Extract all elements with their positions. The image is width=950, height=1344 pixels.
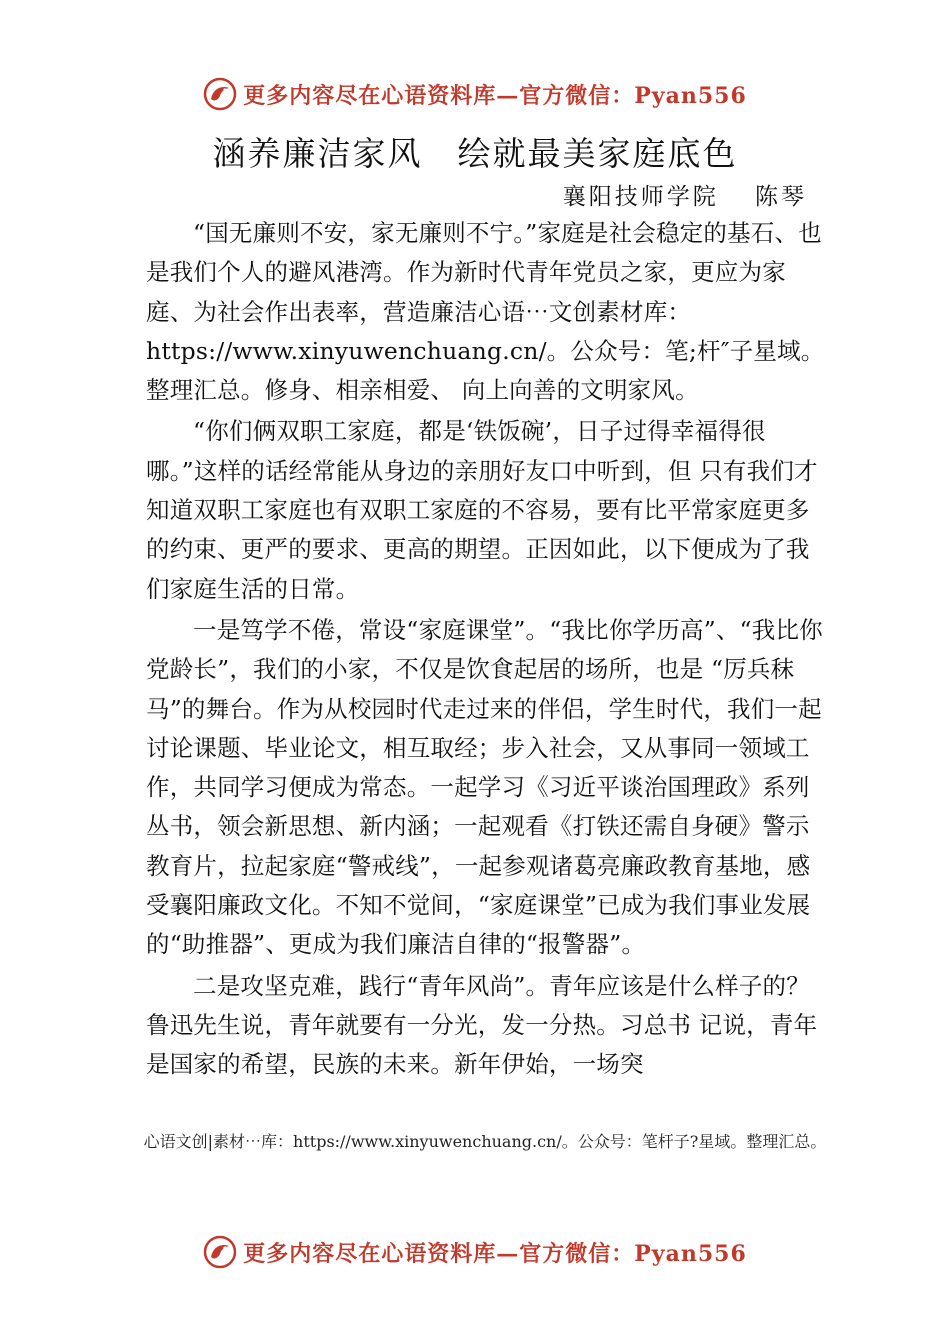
banner-slogan: 更多内容尽在心语资料库—官方微信： (243, 1240, 635, 1267)
document-title: 涵养廉洁家风 绘就最美家庭底色 (212, 134, 738, 173)
paragraph-2: “你们俩双职工家庭，都是‘铁饭碗’，日子过得幸福得很哪。”这样的话经常能从身边的亲朋好友口中听到，但 只有我们才知道双职工家庭也有双职工家庭的不容易，要有比平常家庭更多的约束、更严的要求、更高的期望。正因如此，以下便成为了我们家庭生活的日常。 (146, 417, 818, 603)
banner-text (243, 79, 747, 110)
paragraph-4: 二是攻坚克难，践行“青年风尚”。青年应该是什么样子的？鲁迅先生说，青年就要有一分光，发一分热。习总书 记说，青年是国家的希望，民族的未来。新年伊始，一场突 (146, 971, 818, 1079)
dragon-logo-icon (203, 1235, 237, 1269)
banner-wechat-id: Pyan556 (634, 82, 747, 109)
banner-wechat-id: Pyan556 (634, 1240, 747, 1267)
document-body (146, 214, 826, 1085)
bottom-banner (0, 1232, 950, 1272)
top-banner (0, 74, 950, 114)
paragraph-1: “国无廉则不安，家无廉则不宁。”家庭是社会稳定的基石、也是我们个人的避风港湾。作为新时代青年党员之家，更应为家庭、为社会作出表率，营造廉洁心语⋯文创素材库：https://www.xinyuwenchuang.cn/。公众号：笔;杆″子星域。整理汇总。修身、相亲相爱、 向上向善的文明家风。 (146, 219, 825, 405)
dragon-logo-icon (203, 77, 237, 111)
paragraph-3: 一是笃学不倦，常设“家庭课堂”。“我比你学历高”、“我比你党龄长”，我们的小家，不仅是饮食起居的场所，也是 “厉兵秣马”的舞台。作为从校园时代走过来的伴侣，学生时代，我们一起讨论课题、毕业论文，相互取经；步入社会，又从事同一领域工作，共同学习便成为常态。一起学习《习近平谈治国理政》系列丛书，领会新思想、新内涵；一起观看《打铁还需自身硬》警示教育片，拉起家庭“警戒线”，一起参观诸葛亮廉政教育基地，感受襄阳廉政文化。不知不觉间，“家庭课堂”已成为我们事业发展的“助推器”、更成为我们廉洁自律的“报警器”。 (146, 615, 823, 959)
footer-note: 心语文创|素材⋯库：https://www.xinyuwenchuang.cn/。公众号：笔杆子?星域。整理汇总。 (143, 1132, 827, 1151)
banner-slogan: 更多内容尽在心语资料库—官方微信： (243, 82, 635, 109)
author-byline: 襄阳技师学院 陈琴 (562, 184, 807, 210)
banner-text (243, 1237, 747, 1268)
